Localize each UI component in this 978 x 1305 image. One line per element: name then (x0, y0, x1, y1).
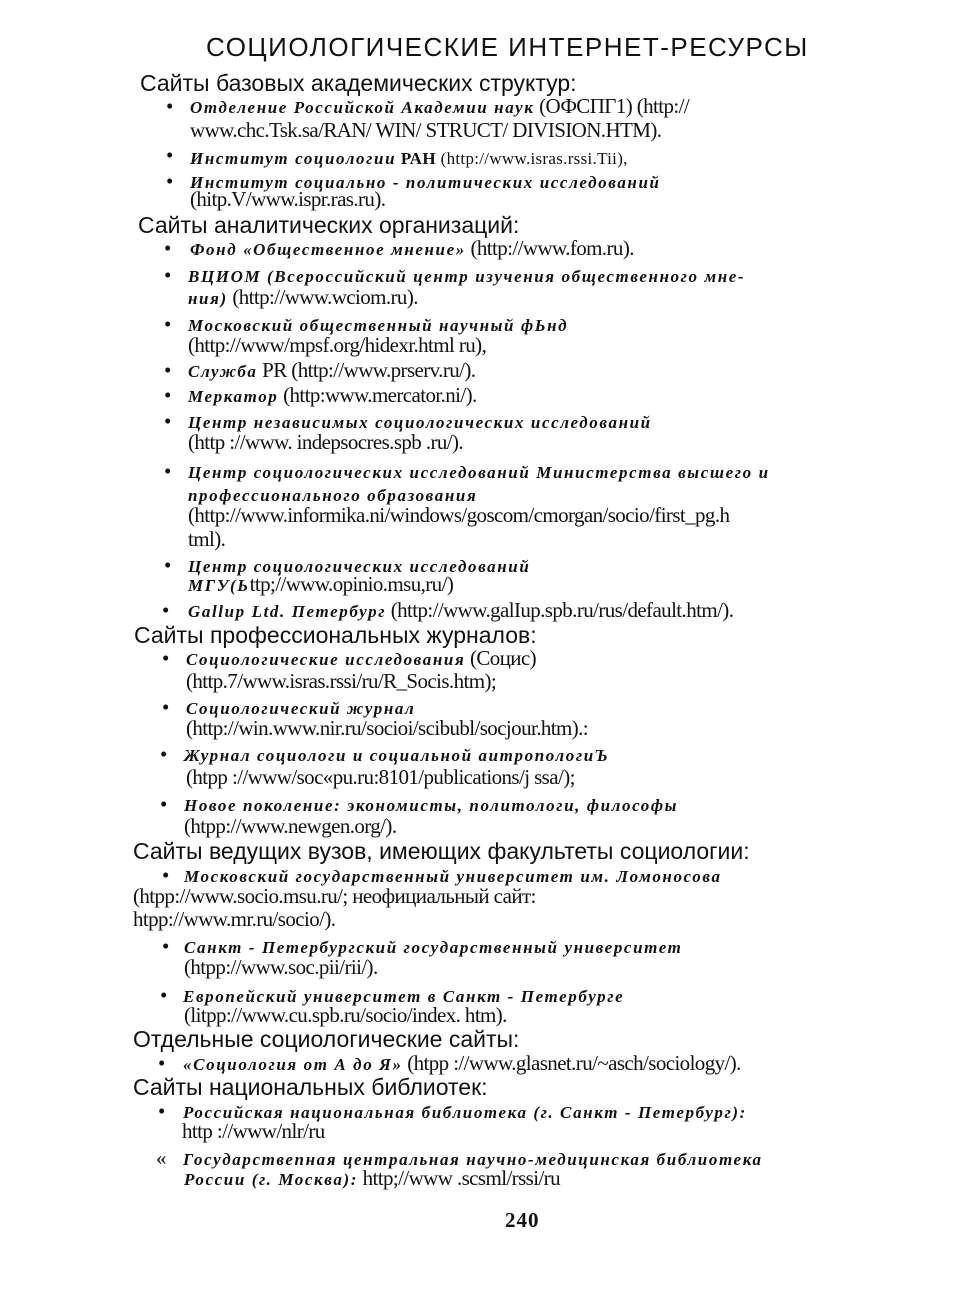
university-name: Санкт - Петербургский государственный университет (184, 938, 683, 957)
bullet-marker: • (162, 598, 170, 622)
bullet-marker: • (166, 94, 174, 118)
bullet-marker: • (166, 143, 174, 167)
resource-url: (http://www.wciom.ru). (227, 285, 418, 309)
section-heading-academic: Сайты базовых академических структур: (140, 70, 577, 96)
bullet-marker: • (164, 263, 172, 287)
resource-url: ttp;//www.opinio.msu,ru/) (249, 572, 454, 596)
journal-name: Социологический журнал (186, 699, 416, 718)
bullet-marker: • (162, 646, 170, 670)
list-item (184, 742, 609, 767)
bullet-marker: • (162, 695, 170, 719)
organization-name: Институт социологии (190, 149, 397, 168)
journal-name: Новое поколение: экономисты, политологи, философы (184, 796, 679, 815)
organization-name: Отделение Российской Академии наук (190, 98, 535, 117)
section-heading-universities: Сайты ведущих вузов, имеющих факультеты социологии: (133, 838, 750, 864)
resource-url: (htpp://www.newgen.org/). (184, 814, 397, 838)
bullet-marker: • (164, 358, 172, 382)
organization-name: Меркатор (188, 387, 279, 406)
resource-url: (htpp ://www/soc«pu.ru:8101/publications/j ssa/); (186, 765, 575, 789)
resource-url: www.chc.Tsk.sa/RAN/ WIN/ STRUCT/ DIVISION.HTM). (190, 118, 662, 142)
bullet-marker: • (162, 934, 170, 958)
list-item (188, 358, 475, 383)
bullet-marker: • (164, 383, 172, 407)
organization-name: ния) (188, 289, 228, 308)
bullet-marker: • (164, 553, 172, 577)
section-heading-libraries: Сайты национальных библиотек: (133, 1074, 488, 1100)
list-item-continuation (184, 1166, 560, 1191)
organization-name: Институт социально - политических исследований (190, 173, 661, 192)
organization-name: МГУ(Ь (188, 576, 250, 595)
list-item-continuation (188, 285, 418, 310)
bullet-marker: • (160, 742, 168, 766)
bullet-marker: • (164, 409, 172, 433)
journal-name: Журнал социологи и социальной аитропологиЪ (184, 746, 610, 765)
bullet-marker: • (164, 312, 172, 336)
resource-url: (http://www.galIup.spb.ru/rus/default.htm/). (386, 598, 734, 622)
organization-name-suffix: РАН (396, 149, 437, 168)
resource-url: (litpp://www.cu.spb.ru/socio/index. htm). (184, 1003, 507, 1027)
resource-url: (http ://www. indepsocres.spb .ru/). (188, 430, 464, 454)
bullet-marker: • (166, 169, 174, 193)
resource-text: (Социс) (465, 646, 537, 670)
resource-url: (http:www.mercator.ni/). (278, 383, 477, 407)
journal-name: Социологические исследования (186, 650, 466, 669)
university-name: Европейский университет в Санкт - Петербурге (183, 987, 625, 1006)
resource-url: (http://win.www.nir.ru/socioi/scibubl/socjour.htm).: (186, 716, 588, 740)
list-item (188, 459, 770, 484)
resource-url: PR (http://www.prserv.ru/). (257, 358, 476, 382)
library-name: Российская национальная библиотека (г. Санкт - Петербург): (183, 1103, 747, 1122)
organization-name: Служба (188, 362, 258, 381)
resource-url: (htpp://www.soc.pii/rii/). (184, 955, 378, 979)
bullet-marker: • (162, 863, 170, 887)
organization-name: ВЦИОМ (Всероссийский центр изучения общественного мне- (188, 267, 746, 286)
organization-name: профессионального образования (188, 486, 478, 505)
list-item (186, 646, 536, 671)
list-item (188, 598, 733, 623)
bullet-marker: • (160, 983, 168, 1007)
resource-url: (hitp.V/www.ispr.ras.ru). (190, 187, 386, 211)
resource-text: (ОФСПГ1) (http:// (534, 94, 690, 118)
organization-name: Центр социологических исследований (188, 557, 531, 576)
university-name: Московский государственный университет им. Ломоносова (184, 867, 722, 886)
resource-url: tml). (188, 527, 226, 551)
organization-name: Московский общественный научный фЬнд (188, 316, 569, 335)
library-name: России (г. Москва): (184, 1170, 358, 1189)
bullet-marker: • (164, 459, 172, 483)
library-name: Государствепная центральная научно-медицинская библиотека (183, 1150, 763, 1169)
running-title: СОЦИОЛОГИЧЕСКИЕ ИНТЕРНЕТ-РЕСУРСЫ (206, 32, 809, 62)
list-item-continuation (188, 572, 453, 597)
page-number: 240 (505, 1208, 540, 1232)
section-heading-journals: Сайты профессиональных журналов: (134, 622, 537, 648)
section-heading-individual-sites: Отдельные социологические сайты: (133, 1026, 520, 1052)
list-item (190, 94, 689, 119)
resource-url: (htpp ://www.glasnet.ru/~asch/sociology/). (402, 1051, 741, 1075)
site-name: «Социология от А до Я» (183, 1055, 403, 1074)
list-item (190, 236, 634, 261)
section-heading-analytical: Сайты аналитических организаций: (138, 212, 520, 238)
resource-url: (http://www.isras.rssi.Tii), (436, 149, 628, 168)
bullet-marker-alt: « (156, 1146, 167, 1170)
resource-url: http ://www/nlr/ru (182, 1119, 325, 1143)
bullet-marker: • (158, 1051, 166, 1075)
resource-url: (http://www.fom.ru). (465, 236, 634, 260)
resource-url: (http.7/www.isras.rssi/ru/R_Socis.htm); (186, 669, 497, 693)
list-item (188, 383, 477, 408)
resource-url: (htpp://www.socio.msu.ru/; неофициальный сайт: (133, 884, 536, 908)
resource-url: (http://www/mpsf.org/hidexr.html ru), (188, 333, 487, 357)
organization-name: Gallup Ltd. Петербург (188, 602, 387, 621)
bullet-marker: • (158, 1099, 166, 1123)
list-item (183, 1051, 741, 1076)
resource-url: (http://www.informika.ni/windows/goscom/cmorgan/socio/first_pg.h (188, 503, 730, 527)
list-item (190, 145, 628, 170)
resource-url: http;//www .scsml/rssi/ru (357, 1166, 560, 1190)
bullet-marker: • (160, 792, 168, 816)
bullet-marker: • (164, 236, 172, 260)
organization-name: Центр социологических исследований Министерства высшего и (188, 463, 770, 482)
organization-name: Центр независимых социологических исследований (188, 413, 652, 432)
resource-url: htpp://www.mr.ru/socio/). (133, 907, 336, 931)
organization-name: Фонд «Общественное мнение» (190, 240, 466, 259)
